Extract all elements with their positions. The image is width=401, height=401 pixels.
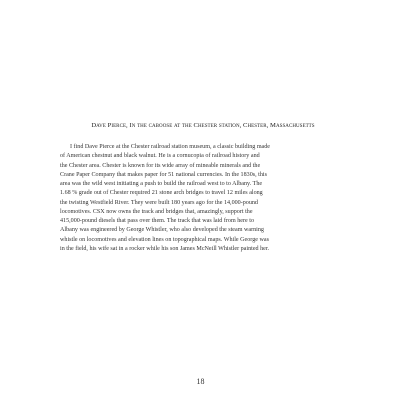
paragraph-line: the twisting Westfield River. They were built 180 years ago for the 14,000-pound bbox=[60, 199, 258, 206]
paragraph-line: locomotives. CSX now owns the track and bridges that, amazingly, support the bbox=[60, 208, 253, 215]
paragraph-line: of American chestnut and black walnut. He is a cornucopia of railroad history and bbox=[60, 153, 260, 160]
paragraph-line: whistle on locomotives and elevation lines on topographical maps. While George was bbox=[60, 236, 269, 243]
paragraph-line: Albany was engineered by George Whistler, who also developed the steam warning bbox=[60, 227, 264, 234]
paragraph-line: I find Dave Pierce at the Chester railroad station museum, a classic building made bbox=[70, 144, 271, 150]
paragraph-line: Crane Paper Company that makes paper for 51 national currencies. In the 1830s, this bbox=[60, 171, 267, 178]
page-number: 18 bbox=[196, 377, 205, 386]
paragraph-line: area was the wild west initiating a push to build the railroad west to to Albany. The bbox=[60, 181, 263, 188]
paragraph-line: 1.68 % grade out of Chester required 21 stone arch bridges to travel 12 miles along bbox=[60, 190, 263, 197]
paragraph-line: in the field, his wife sat in a rocker while his son James McNeill Whistler painted her. bbox=[60, 245, 270, 252]
paragraph-line: the Chester area. Chester is known for its wide array of mineable minerals and the bbox=[60, 162, 261, 169]
paragraph-line: 415,000-pound diesels that pass over them. The track that was laid from here to bbox=[60, 218, 254, 225]
caption-paragraph bbox=[60, 143, 346, 254]
caption-heading: Dave Pierce, In the caboose at the Chester station, Chester, Massachusetts bbox=[91, 122, 315, 129]
